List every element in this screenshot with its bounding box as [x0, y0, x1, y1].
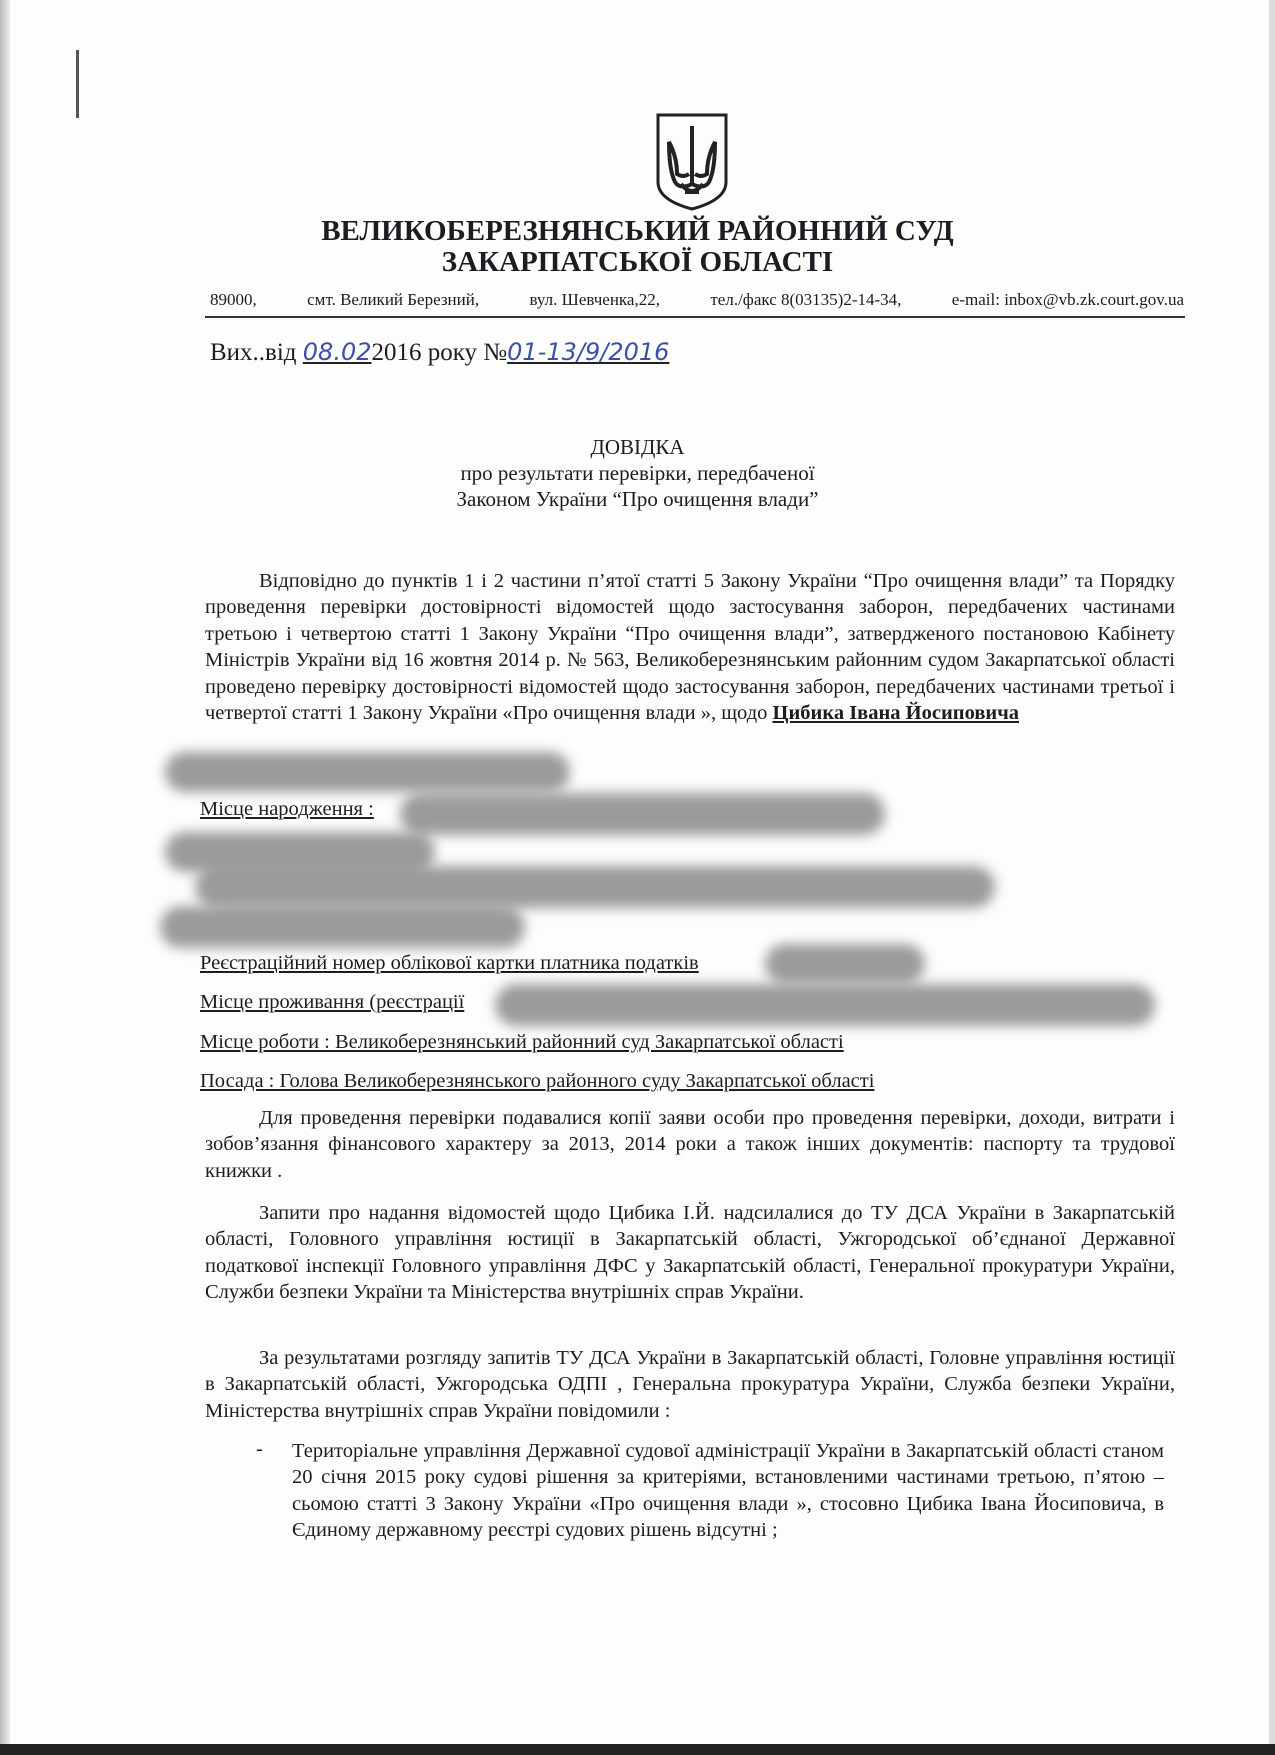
handwritten-number: 01-13/9/2016: [507, 338, 670, 366]
redacted-block: [765, 944, 925, 984]
tax-number-label: Реєстраційний номер облікової картки платника податків: [200, 952, 699, 974]
trident-emblem-icon: [655, 112, 729, 212]
paragraph-text: Для проведення перевірки подавалися копії заяви особи про проведення перевірки, доходи, витрати і зобов’язання фінансового характеру за 2013, 2014 роки а також інших документів: паспорту та трудової книжки .: [205, 1107, 1175, 1182]
court-address: [210, 290, 1184, 310]
doc-subtitle-2: Законом України “Про очищення влади”: [456, 487, 819, 511]
residence-label: Місце проживання (реєстрації: [200, 991, 465, 1013]
street: вул. Шевченка,22,: [529, 290, 660, 309]
intro-text: Відповідно до пунктів 1 і 2 частини п’ятої статті 5 Закону України “Про очищення влади” та Порядку проведення перевірки достовірності відомостей щодо застосування заборон, передбачених частинами третьою і четвертою статті 1 Закону України “Про очищення влади”, затвердженого постановою Кабінету Міністрів України від 16 жовтня 2014 р. № 563, Великоберезнянським районним судом Закарпатської області проведено перевірку достовірності відомостей щодо застосування заборон, передбачених частинами третьої і четвертої статті 1 Закону України «Про очищення влади », щодо: [205, 570, 1175, 725]
redacted-block: [160, 906, 525, 948]
redacted-block: [195, 866, 995, 908]
handwritten-date: 08.02: [302, 338, 372, 366]
court-name-line1: ВЕЛИКОБЕРЕЗНЯНСЬКИЙ РАЙОННИЙ СУД: [321, 215, 954, 247]
paragraph-text: Запити про надання відомостей щодо Цибика І.Й. надсилалися до ТУ ДСА України в Закарпатській області, Головного управління юстиції в Закарпатській області, Ужгородської об’єднаної Державної податкової інспекції Головного управління ДФС у Закарпатській області, Генеральної прокуратури України, Служби безпеки України та Міністерства внутрішніх справ України.: [205, 1202, 1175, 1304]
phone: тел./факс 8(03135)2-14-34,: [710, 290, 902, 309]
person-name: Цибика Івана Йосиповича: [772, 702, 1020, 725]
town: смт. Великий Березний,: [307, 290, 480, 309]
intro-paragraph: [205, 568, 1175, 726]
position-field: Посада : Голова Великоберезнянського районного суду Закарпатської області: [200, 1070, 875, 1092]
redacted-block: [400, 793, 885, 835]
results-paragraph: [205, 1345, 1175, 1424]
redacted-block: [165, 752, 570, 792]
redacted-block: [495, 984, 1155, 1026]
scan-edge-bottom: [0, 1744, 1275, 1755]
paragraph-text: За результатами розгляду запитів ТУ ДСА України в Закарпатській області, Головне управління юстиції в Закарпатській області, Ужгородська ОДПІ , Генеральна прокуратура України, Служба безпеки України, Міністерства внутрішніх справ України повідомили :: [205, 1347, 1175, 1422]
outgoing-prefix: Вих..від: [210, 339, 303, 366]
bullet-item: Територіальне управління Державної судової адміністрації України в Закарпатській області станом 20 січня 2015 року судові рішення за критеріями, встановленими частинами третьою, п’ятою – сьомою статті 3 Закону України «Про очищення влади », стосовно Цибика Івана Йосиповича, в Єдиному державному реєстрі судових рішень відсутні ;: [292, 1440, 1164, 1542]
documents-paragraph: [205, 1105, 1175, 1184]
birthplace-label: Місце народження :: [200, 798, 374, 820]
outgoing-middle: 2016 року №: [371, 339, 508, 366]
header-rule: [205, 316, 1185, 318]
outgoing-number: [210, 338, 669, 367]
court-name-line2: ЗАКАРПАТСЬКОЇ ОБЛАСТІ: [441, 246, 834, 278]
requests-paragraph: [205, 1200, 1175, 1306]
postal-code: 89000,: [210, 290, 257, 309]
doc-subtitle-1: про результати перевірки, передбаченої: [460, 461, 815, 485]
doc-title: ДОВІДКА: [590, 435, 685, 459]
workplace-field: Місце роботи : Великоберезнянський районний суд Закарпатської області: [200, 1031, 844, 1053]
scan-mark: [76, 50, 79, 118]
email: e-mail: inbox@vb.zk.court.gov.ua: [951, 290, 1184, 309]
bullet-dash: -: [256, 1438, 263, 1460]
